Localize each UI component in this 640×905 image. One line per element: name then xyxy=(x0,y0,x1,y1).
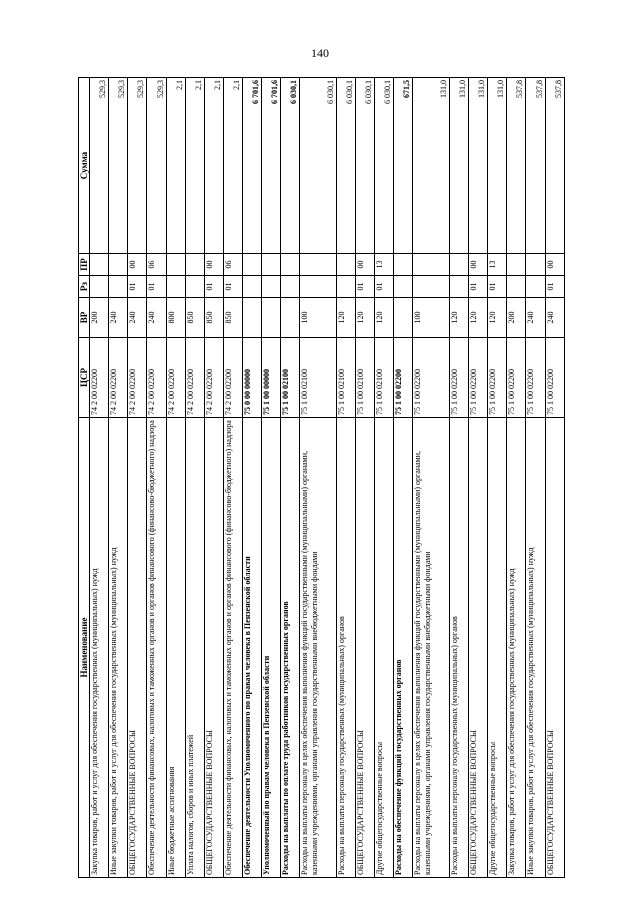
cell-sum: 537,8 xyxy=(507,78,526,254)
header-rz: Рз xyxy=(79,276,90,298)
cell-csr: 74 2 00 02200 xyxy=(90,338,109,418)
cell-rz: 01 xyxy=(469,276,488,298)
cell-vr: 240 xyxy=(545,298,564,338)
cell-rz xyxy=(262,276,281,298)
cell-vr: 200 xyxy=(507,298,526,338)
cell-pr: 00 xyxy=(356,254,375,276)
table-row xyxy=(356,78,375,878)
cell-pr xyxy=(281,254,300,276)
cell-name: Уплата налогов, сборов и иных платежей xyxy=(185,418,204,878)
cell-sum: 529,3 xyxy=(90,78,109,254)
cell-pr xyxy=(300,254,337,276)
cell-sum: 2,1 xyxy=(223,78,242,254)
cell-vr: 100 xyxy=(413,298,450,338)
cell-vr: 120 xyxy=(469,298,488,338)
table-row xyxy=(545,78,564,878)
cell-name: Расходы на выплаты персоналу в целях обеспечения выполнения функций государственными (муниципальными) органами, казенными учреждениями, органами управления государственными внебюджетными фондами xyxy=(300,418,337,878)
cell-sum: 131,0 xyxy=(469,78,488,254)
cell-name: Расходы на выплаты персоналу государственных (муниципальных) органов xyxy=(336,418,355,878)
header-name: Наименование xyxy=(79,418,90,878)
cell-name: ОБЩЕГОСУДАРСТВЕННЫЕ ВОПРОСЫ xyxy=(469,418,488,878)
cell-sum: 6 030,1 xyxy=(300,78,337,254)
cell-name: Расходы на выплаты персоналу в целях обеспечения выполнения функций государственными (муниципальными) органами, казенными учреждениями, органами управления государственными внебюджетными фондами xyxy=(413,418,450,878)
cell-vr: 240 xyxy=(109,298,128,338)
cell-pr xyxy=(166,254,185,276)
cell-rz xyxy=(281,276,300,298)
cell-rz xyxy=(185,276,204,298)
cell-rz: 01 xyxy=(375,276,394,298)
cell-vr: 120 xyxy=(336,298,355,338)
table-row xyxy=(413,78,450,878)
table-row xyxy=(394,78,413,878)
cell-vr: 800 xyxy=(166,298,185,338)
cell-name: Обеспечение деятельности финансовых, налоговых и таможенных органов и органов финансового (финансово-бюджетного) надзора xyxy=(223,418,242,878)
cell-sum: 2,1 xyxy=(185,78,204,254)
cell-name: Расходы на обеспечение функций государственных органов xyxy=(394,418,413,878)
cell-csr: 74 2 00 02200 xyxy=(109,338,128,418)
cell-rz: 01 xyxy=(204,276,223,298)
cell-sum: 2,1 xyxy=(166,78,185,254)
cell-vr: 120 xyxy=(375,298,394,338)
cell-pr xyxy=(109,254,128,276)
cell-sum: 537,8 xyxy=(545,78,564,254)
table-row xyxy=(166,78,185,878)
table-row xyxy=(109,78,128,878)
cell-sum: 529,3 xyxy=(147,78,166,254)
cell-csr: 75 1 00 02200 xyxy=(488,338,507,418)
cell-sum: 2,1 xyxy=(204,78,223,254)
cell-sum: 6 701,6 xyxy=(243,78,262,254)
table-row xyxy=(449,78,468,878)
table-row xyxy=(262,78,281,878)
table-row xyxy=(147,78,166,878)
cell-pr: 06 xyxy=(147,254,166,276)
rotated-table-container xyxy=(78,78,565,878)
cell-vr: 100 xyxy=(300,298,337,338)
cell-rz: 01 xyxy=(128,276,147,298)
table-row xyxy=(469,78,488,878)
cell-csr: 75 1 00 00000 xyxy=(262,338,281,418)
table-row xyxy=(526,78,545,878)
cell-name: Другие общегосударственные вопросы xyxy=(488,418,507,878)
cell-vr: 200 xyxy=(90,298,109,338)
cell-vr: 850 xyxy=(204,298,223,338)
cell-rz: 01 xyxy=(356,276,375,298)
cell-sum: 529,3 xyxy=(128,78,147,254)
cell-vr: 850 xyxy=(185,298,204,338)
cell-csr: 74 2 00 02200 xyxy=(166,338,185,418)
cell-name: Закупка товаров, работ и услуг для обеспечения государственных (муниципальных) нужд xyxy=(507,418,526,878)
cell-vr: 240 xyxy=(526,298,545,338)
cell-csr: 75 1 00 02100 xyxy=(281,338,300,418)
table-row xyxy=(90,78,109,878)
table-body xyxy=(90,78,565,878)
budget-table xyxy=(78,77,565,878)
table-header-row xyxy=(79,78,90,878)
cell-csr: 75 1 00 02200 xyxy=(413,338,450,418)
table-row xyxy=(243,78,262,878)
table-row xyxy=(375,78,394,878)
cell-name: Расходы на выплаты персоналу государственных (муниципальных) органов xyxy=(449,418,468,878)
cell-name: Обеспечение деятельности Уполномоченного по правам человека в Пензенской области xyxy=(243,418,262,878)
cell-name: Иные закупки товаров, работ и услуг для обеспечения государственных (муниципальных) нужд xyxy=(109,418,128,878)
cell-pr xyxy=(262,254,281,276)
cell-rz xyxy=(449,276,468,298)
table-row xyxy=(488,78,507,878)
header-sum: Сумма xyxy=(79,78,90,254)
cell-vr: 120 xyxy=(449,298,468,338)
cell-csr: 75 1 00 02200 xyxy=(507,338,526,418)
cell-csr: 75 0 00 00000 xyxy=(243,338,262,418)
cell-name: Расходы на выплаты по оплате труда работников государственных органов xyxy=(281,418,300,878)
cell-csr: 75 1 00 02100 xyxy=(336,338,355,418)
cell-csr: 75 1 00 02200 xyxy=(449,338,468,418)
cell-csr: 74 2 00 02200 xyxy=(223,338,242,418)
table-row xyxy=(281,78,300,878)
cell-vr: 120 xyxy=(488,298,507,338)
cell-vr: 240 xyxy=(128,298,147,338)
cell-rz xyxy=(300,276,337,298)
cell-rz: 01 xyxy=(545,276,564,298)
cell-rz xyxy=(507,276,526,298)
cell-vr: 120 xyxy=(356,298,375,338)
cell-sum: 671,5 xyxy=(394,78,413,254)
header-csr: ЦСР xyxy=(79,338,90,418)
cell-pr: 13 xyxy=(488,254,507,276)
header-vr: ВР xyxy=(79,298,90,338)
cell-rz xyxy=(90,276,109,298)
cell-vr: 240 xyxy=(147,298,166,338)
cell-pr xyxy=(413,254,450,276)
cell-name: ОБЩЕГОСУДАРСТВЕННЫЕ ВОПРОСЫ xyxy=(204,418,223,878)
cell-rz xyxy=(526,276,545,298)
cell-name: ОБЩЕГОСУДАРСТВЕННЫЕ ВОПРОСЫ xyxy=(356,418,375,878)
cell-pr xyxy=(90,254,109,276)
cell-csr: 74 2 00 02200 xyxy=(204,338,223,418)
cell-sum: 131,0 xyxy=(413,78,450,254)
cell-csr: 75 1 00 02100 xyxy=(375,338,394,418)
cell-pr: 06 xyxy=(223,254,242,276)
cell-csr: 75 1 00 02200 xyxy=(394,338,413,418)
cell-name: Уполномоченный по правам человека в Пензенской области xyxy=(262,418,281,878)
cell-vr xyxy=(262,298,281,338)
cell-csr: 75 1 00 02100 xyxy=(356,338,375,418)
table-row xyxy=(336,78,355,878)
cell-csr: 74 2 00 02200 xyxy=(185,338,204,418)
cell-rz xyxy=(336,276,355,298)
cell-sum: 131,0 xyxy=(488,78,507,254)
table-row xyxy=(185,78,204,878)
header-pr: ПР xyxy=(79,254,90,276)
cell-rz: 01 xyxy=(147,276,166,298)
cell-name: ОБЩЕГОСУДАРСТВЕННЫЕ ВОПРОСЫ xyxy=(128,418,147,878)
cell-vr: 850 xyxy=(223,298,242,338)
cell-csr: 75 1 00 02200 xyxy=(545,338,564,418)
cell-pr xyxy=(449,254,468,276)
cell-rz xyxy=(243,276,262,298)
cell-sum: 537,8 xyxy=(526,78,545,254)
table-row xyxy=(507,78,526,878)
cell-rz xyxy=(166,276,185,298)
cell-rz xyxy=(109,276,128,298)
cell-pr: 00 xyxy=(204,254,223,276)
cell-sum: 6 030,1 xyxy=(356,78,375,254)
cell-sum: 6 030,1 xyxy=(336,78,355,254)
cell-pr: 13 xyxy=(375,254,394,276)
cell-pr xyxy=(507,254,526,276)
cell-pr: 00 xyxy=(469,254,488,276)
cell-vr xyxy=(243,298,262,338)
table-row xyxy=(204,78,223,878)
cell-vr xyxy=(394,298,413,338)
cell-name: Обеспечение деятельности финансовых, налоговых и таможенных органов и органов финансового (финансово-бюджетного) надзора xyxy=(147,418,166,878)
cell-sum: 131,0 xyxy=(449,78,468,254)
cell-sum: 6 030,1 xyxy=(281,78,300,254)
cell-name: ОБЩЕГОСУДАРСТВЕННЫЕ ВОПРОСЫ xyxy=(545,418,564,878)
table-row xyxy=(223,78,242,878)
cell-pr xyxy=(243,254,262,276)
cell-name: Иные бюджетные ассигнования xyxy=(166,418,185,878)
table-row xyxy=(300,78,337,878)
cell-rz xyxy=(394,276,413,298)
cell-name: Иные закупки товаров, работ и услуг для обеспечения государственных (муниципальных) нужд xyxy=(526,418,545,878)
cell-sum: 6 030,1 xyxy=(375,78,394,254)
cell-vr xyxy=(281,298,300,338)
cell-name: Закупка товаров, работ и услуг для обеспечения государственных (муниципальных) нужд xyxy=(90,418,109,878)
cell-sum: 6 701,6 xyxy=(262,78,281,254)
page-number: 140 xyxy=(311,46,329,60)
cell-rz xyxy=(413,276,450,298)
cell-name: Другие общегосударственные вопросы xyxy=(375,418,394,878)
table-row xyxy=(128,78,147,878)
cell-pr: 00 xyxy=(128,254,147,276)
cell-pr xyxy=(185,254,204,276)
cell-pr xyxy=(526,254,545,276)
cell-pr: 00 xyxy=(545,254,564,276)
cell-csr: 75 1 00 02200 xyxy=(526,338,545,418)
cell-pr xyxy=(336,254,355,276)
cell-csr: 75 1 00 02100 xyxy=(300,338,337,418)
cell-csr: 74 2 00 02200 xyxy=(128,338,147,418)
cell-sum: 529,3 xyxy=(109,78,128,254)
cell-pr xyxy=(394,254,413,276)
cell-rz: 01 xyxy=(488,276,507,298)
cell-csr: 74 2 00 02200 xyxy=(147,338,166,418)
cell-rz: 01 xyxy=(223,276,242,298)
cell-csr: 75 1 00 02200 xyxy=(469,338,488,418)
